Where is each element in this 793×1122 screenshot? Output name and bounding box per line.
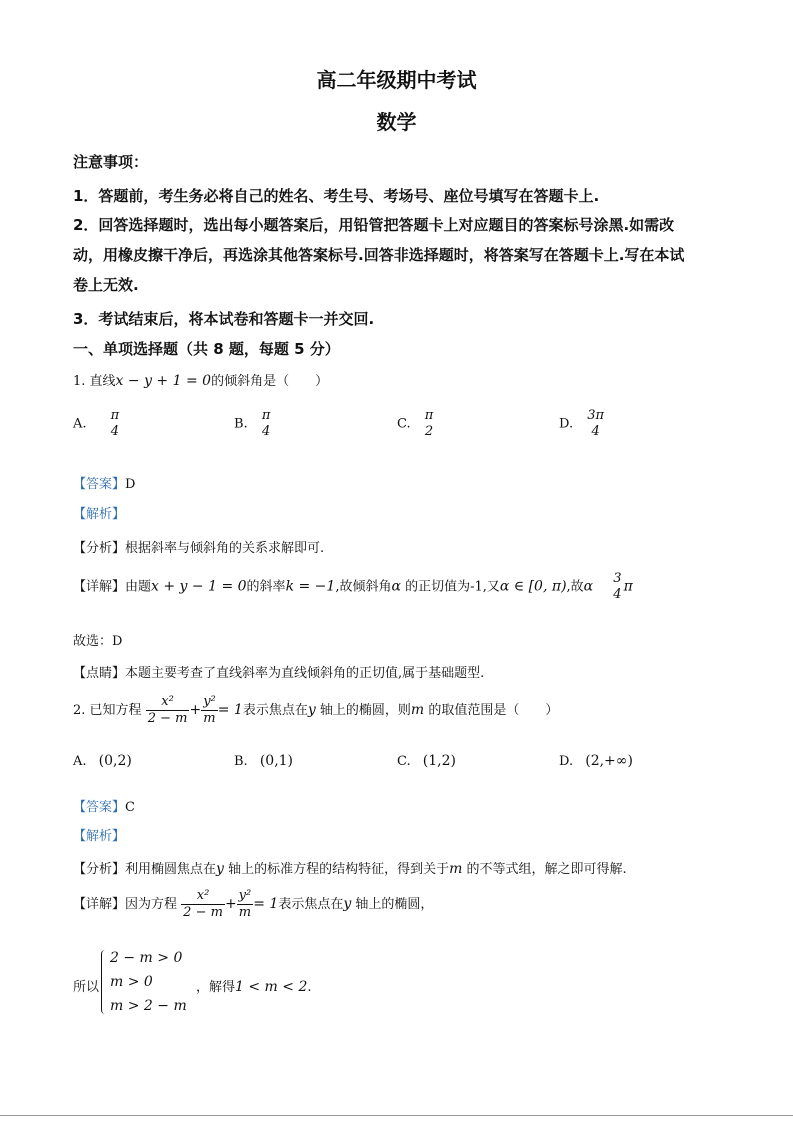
q1-option-a-fraction: π 4 [110, 408, 120, 439]
footer-rule [0, 1115, 793, 1116]
note-2-line-1: 2．回答选择题时，选出每小题答案后，用铅管把答题卡上对应题目的答案标号涂黑.如需改 [73, 216, 675, 234]
q1-detail: 【详解】由题x + y − 1 = 0的斜率k = −1,故倾斜角α 的正切值为-1,又α ∈ [0, π),故α 3 4 π [73, 571, 633, 602]
note-2-line-3: 卷上无效. [73, 276, 139, 294]
section-heading: 一、单项选择题（共 8 题，每题 5 分） [73, 340, 340, 358]
notes-heading: 注意事项： [73, 153, 149, 171]
q1-option-c: C. π 2 [397, 408, 434, 439]
system-line-1: 2 − m > 0 [110, 950, 183, 966]
q2-fenxi: 【分析】利用椭圆焦点在y 轴上的标准方程的结构特征，得到关于m 的不等式组，解之即可得解. [73, 861, 627, 877]
q2-fraction-2: $\frac{\text{y²}}{m}$ [203, 694, 216, 726]
q1-option-d: D. 3π 4 [559, 408, 605, 439]
note-3: 3．考试结束后，将本试卷和答题卡一并交回. [73, 310, 375, 328]
note-2-line-2: 动，用橡皮擦干净后，再选涂其他答案标号.回答非选择题时，将答案写在答题卡上.写在本试 [73, 246, 685, 264]
q1-comment: 【点睛】本题主要考查了直线斜率为直线倾斜角的正切值,属于基础题型. [73, 666, 485, 681]
q1-conclusion: 故选：D [73, 634, 123, 649]
q1-option-a: A. π 4 [73, 408, 120, 439]
note-1: 1．答题前，考生务必将自己的姓名、考生号、考场号、座位号填写在答题卡上. [73, 187, 600, 205]
q1-option-d-fraction: 3π 4 [587, 408, 605, 439]
q2-detail: 【详解】因为方程 $\frac{\text{x²}}{2 - m}$ + $\frac{\text{y²}}{m}$ = 1表示焦点在y 轴上的椭圆， [73, 888, 434, 920]
q2-option-d: D. (2,+∞) [559, 753, 633, 769]
q2-fraction-1: $\frac{\text{x²}}{2 - m}$ [147, 694, 188, 726]
q2-option-c: C. (1,2) [397, 753, 456, 769]
q1-option-b: B. π 4 [234, 408, 271, 439]
q1-equation: x − y + 1 = 0 [115, 373, 212, 389]
system-brace [101, 950, 110, 1014]
system-line-2: m > 0 [110, 974, 153, 990]
q2-option-a: A. (0,2) [73, 753, 132, 769]
q2-option-b: B. (0,1) [234, 753, 294, 769]
exam-subject: 数学 [376, 110, 417, 134]
question-1-stem: 1. 直线x − y + 1 = 0的倾斜角是（ ） [73, 373, 329, 389]
q1-analysis-tag: 【解析】 [73, 507, 126, 522]
q2-so: 所以 [73, 980, 100, 995]
exam-title: 高二年级期中考试 [316, 68, 477, 92]
q1-option-c-fraction: π 2 [424, 408, 434, 439]
q2-detail-fraction-1: $\frac{\text{x²}}{2 - m}$ [183, 888, 223, 920]
q1-fenxi: 【分析】根据斜率与倾斜角的关系求解即可. [73, 541, 325, 556]
q1-option-b-fraction: π 4 [261, 408, 271, 439]
q2-answer: 【答案】C [73, 800, 135, 815]
system-line-3: m > 2 − m [110, 998, 187, 1014]
q1-result-fraction: 3 4 [613, 571, 622, 602]
q2-analysis-tag: 【解析】 [73, 829, 126, 844]
q2-detail-fraction-2: $\frac{\text{y²}}{m}$ [238, 888, 252, 920]
q1-answer: 【答案】D [73, 477, 136, 492]
q2-solution: ，解得1 < m < 2. [196, 979, 312, 995]
question-2-stem: 2. 已知方程 $\frac{\text{x²}}{2 - m}$ + $\frac{\text{y²}}{m}$ = 1表示焦点在y 轴上的椭圆，则m 的取值范围是（ ） [73, 694, 559, 726]
